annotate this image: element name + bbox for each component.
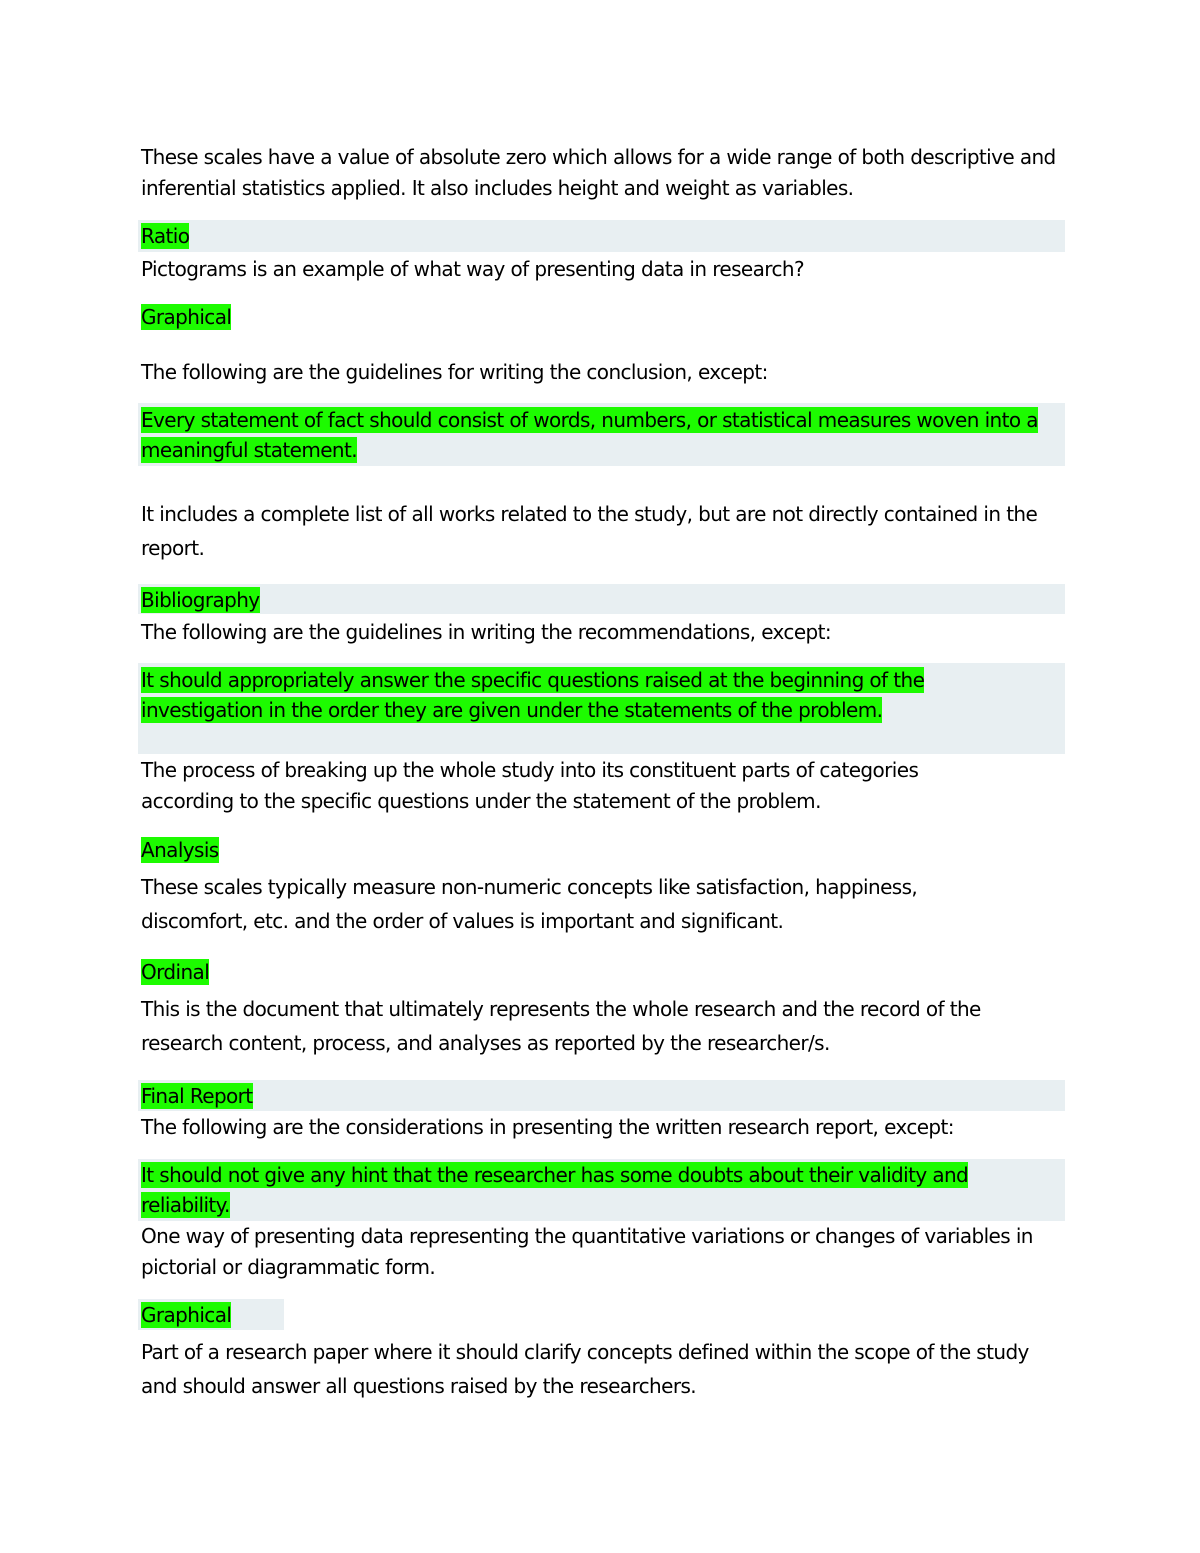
- answer-highlight: Graphical: [141, 305, 232, 329]
- question-2: Pictograms is an example of what way of presenting data in research?: [141, 257, 804, 281]
- answer-highlight: Graphical: [141, 1303, 232, 1327]
- answer-band-1: [138, 220, 1065, 252]
- answer-band-4: [138, 584, 1065, 614]
- answer-2: [141, 302, 231, 332]
- question-9: The following are the considerations in presenting the written research report, except:: [141, 1115, 954, 1139]
- answer-5: [141, 665, 971, 725]
- answer-highlight: Ordinal: [141, 960, 210, 984]
- answer-10: [141, 1300, 231, 1330]
- question-4: It includes a complete list of all works related to the study, but are not directly contained in the report.: [141, 502, 1038, 560]
- answer-highlight: It should appropriately answer the specific questions raised at the beginning of the investigation in the order they are given under the statements of the problem.: [141, 668, 925, 722]
- answer-highlight: Bibliography: [141, 588, 260, 612]
- answer-4: [141, 585, 260, 615]
- answer-1: [141, 221, 189, 251]
- answer-8: [141, 1081, 253, 1111]
- answer-9: [141, 1160, 1021, 1220]
- answer-highlight: Every statement of fact should consist of words, numbers, or statistical measures woven into a meaningful statement.: [141, 408, 1038, 462]
- answer-highlight: Analysis: [141, 838, 219, 862]
- answer-3: [141, 405, 1066, 465]
- question-7: These scales typically measure non-numeric concepts like satisfaction, happiness, discomfort, etc. and the order of values is important and significant.: [141, 875, 918, 933]
- question-10: One way of presenting data representing the quantitative variations or changes of variables in pictorial or diagrammatic form.: [141, 1224, 1033, 1279]
- question-3: The following are the guidelines for writing the conclusion, except:: [141, 360, 768, 384]
- question-6: The process of breaking up the whole study into its constituent parts of categories according to the specific questions under the statement of the problem.: [141, 758, 919, 813]
- answer-6: [141, 835, 219, 865]
- question-8: This is the document that ultimately represents the whole research and the record of the research content, process, and analyses as reported by the researcher/s.: [141, 997, 981, 1055]
- answer-band-8: [138, 1080, 1065, 1111]
- question-5: The following are the guidelines in writing the recommendations, except:: [141, 620, 832, 644]
- question-1: These scales have a value of absolute zero which allows for a wide range of both descriptive and inferential statistics applied. It also includes height and weight as variables.: [141, 145, 1056, 200]
- question-11: Part of a research paper where it should clarify concepts defined within the scope of the study and should answer all questions raised by the researchers.: [141, 1340, 1029, 1398]
- answer-7: [141, 957, 209, 987]
- answer-highlight: It should not give any hint that the researcher has some doubts about their validity and reliability.: [141, 1163, 969, 1217]
- answer-highlight: Ratio: [141, 224, 190, 248]
- answer-highlight: Final Report: [141, 1084, 253, 1108]
